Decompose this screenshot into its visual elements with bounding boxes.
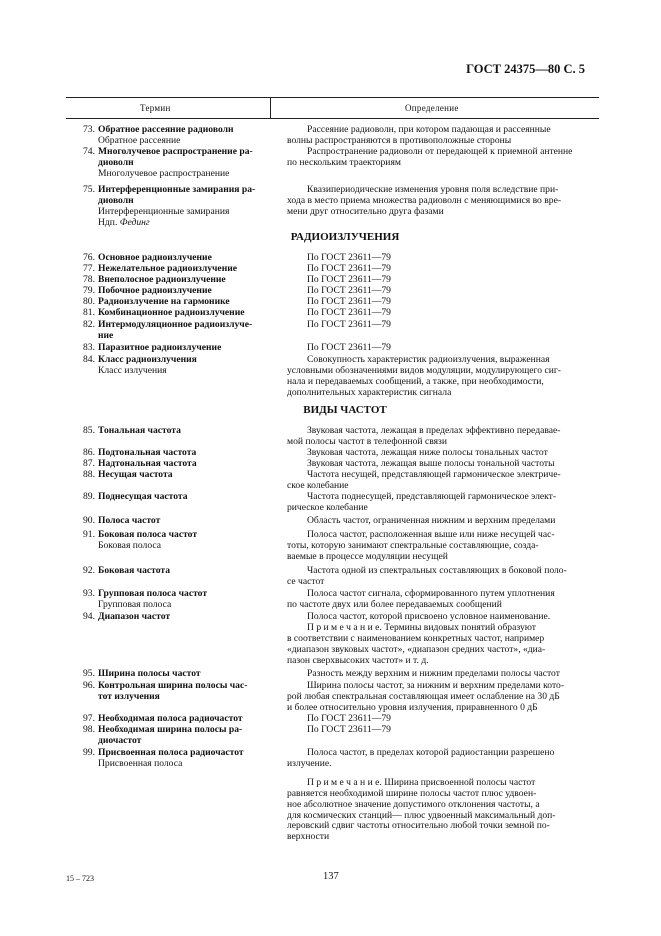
note-label: П р и м е ч а н и е.: [307, 621, 382, 633]
term-number: 97.: [83, 713, 95, 724]
definition-cell: [287, 748, 661, 843]
note-text: в соответствии с наименованием конкретных частот, например: [287, 632, 545, 644]
note-text: равняется необходимой ширине полосы частот плюс удвоен-: [287, 787, 537, 799]
column-header-definition: Определение: [405, 103, 459, 113]
definition-cell: [287, 492, 661, 514]
note-text: «диапазон звуковых частот», «диапазон средних частот», «диа-: [287, 643, 546, 655]
definition-line: Совокупность характеристик радиоизлучения, выраженная: [307, 354, 550, 365]
definition-line: Распространение радиоволн от передающей к приемной антенне: [307, 146, 573, 157]
term-cell: [66, 125, 266, 147]
term-number: 92.: [83, 565, 95, 576]
table-top-rule: [66, 97, 599, 98]
term-cell: [66, 308, 266, 319]
definition-line: Звуковая частота, лежащая в пределах эффективно передавае-: [307, 425, 561, 436]
term-cell: [66, 748, 266, 770]
definition-line: По ГОСТ 23611—79: [307, 263, 391, 274]
definition-line: Полоса частот сигнала, сформированного путем уплотнения: [307, 588, 555, 599]
definition-cell: [287, 147, 661, 169]
term-name: Внеполосное радиоизлучение: [98, 274, 226, 285]
term-number: 78.: [83, 274, 95, 285]
footer-code: 15 – 723: [66, 874, 94, 883]
term-number: 90.: [83, 515, 95, 526]
definition-line: рой любая спектральная составляющая имеет ослабление на 30 дБ: [287, 690, 560, 702]
term-number: 93.: [83, 588, 95, 599]
section-heading-frequencies: ВИДЫ ЧАСТОТ: [303, 404, 387, 416]
definition-line: Полоса частот, в пределах которой радиостанции разрешено: [307, 747, 555, 758]
term-number: 96.: [83, 680, 95, 691]
term-cell: [66, 492, 266, 503]
term-synonym: Многолучевое распространение: [98, 167, 230, 179]
definition-line: условными обозначениями видов модуляции, модулирующего сиг-: [287, 364, 561, 376]
note-text: Термины видовых понятий образуют: [381, 621, 536, 633]
definition-line: по частоте двух или более передаваемых сообщений: [287, 598, 502, 610]
definition-line: Квазипериодические изменения уровня поля вследствие при-: [307, 184, 559, 195]
term-number: 99.: [83, 747, 95, 758]
definition-line: ваемые в процессе модуляции несущей: [287, 550, 448, 562]
definition-cell: [287, 185, 661, 218]
term-cell: [66, 185, 266, 229]
term-number: 79.: [83, 285, 95, 296]
term-number: 89.: [83, 491, 95, 502]
term-name: диоволн: [98, 194, 134, 206]
term-synonym: Обратное рассеяние: [98, 134, 181, 146]
definition-cell: [287, 725, 661, 736]
term-name: Паразитное радиоизлучение: [98, 342, 222, 353]
term-cell: [66, 343, 266, 354]
table-header-rule: [66, 118, 599, 119]
term-name: Поднесущая частота: [98, 491, 188, 502]
term-number: 86.: [83, 447, 95, 458]
term-number: 80.: [83, 296, 95, 307]
note-text: верхности: [287, 831, 330, 843]
term-synonym: Присвоенная полоса: [98, 757, 183, 769]
definition-line: Полоса частот, которой присвоено условное наименование.: [307, 611, 551, 622]
term-number: 73.: [83, 124, 95, 135]
definition-cell: [287, 566, 661, 588]
definition-line: мой полосы частот в телефонной связи: [287, 435, 447, 447]
term-number: 81.: [83, 307, 95, 318]
definition-line: се частот: [287, 575, 325, 587]
term-name: Контрольная ширина полосы час-: [98, 680, 248, 691]
definition-line: По ГОСТ 23611—79: [307, 713, 391, 724]
term-number: 83.: [83, 342, 95, 353]
definition-cell: [287, 355, 661, 399]
term-name: Радиоизлучение на гармонике: [98, 296, 230, 307]
definition-line: Разность между верхним и нижним пределами полосы частот: [307, 668, 560, 679]
term-cell: [66, 530, 266, 552]
definition-line: Звуковая частота, лежащая выше полосы тональной частоты: [307, 458, 555, 469]
term-name: Боковая частота: [98, 565, 171, 576]
term-name: Комбинационное радиоизлучение: [98, 307, 245, 318]
definition-line: излучение.: [287, 757, 332, 769]
term-name: Нежелательное радиоизлучение: [98, 263, 238, 274]
term-number: 88.: [83, 469, 95, 480]
term-cell: [66, 681, 266, 703]
term-name: Тональная частота: [98, 425, 181, 436]
term-number: 76.: [83, 252, 95, 263]
definition-line: По ГОСТ 23611—79: [307, 319, 391, 330]
term-number: 85.: [83, 425, 95, 436]
term-name: Необходимая ширина полосы ра-: [98, 724, 243, 735]
definition-line: По ГОСТ 23611—79: [307, 307, 391, 318]
definition-line: По ГОСТ 23611—79: [307, 252, 391, 263]
term-number: 75.: [83, 184, 95, 195]
term-name: Класс радиоизлучения: [98, 354, 197, 365]
term-cell: [66, 355, 266, 377]
definition-line: хода в место приема множества радиоволн с меняющимися во вре-: [287, 194, 562, 206]
definition-line: Частота несущей, представляющей гармоническое электриче-: [307, 469, 561, 480]
definition-line: Звуковая частота, лежащая ниже полосы тональных частот: [307, 447, 548, 458]
term-name: Боковая полоса частот: [98, 529, 198, 540]
term-name: Многолучевое распространение ра-: [98, 146, 253, 157]
definition-line: волны распространяются в противоположные стороны: [287, 134, 512, 146]
term-cell: [66, 147, 266, 180]
term-cell: [66, 470, 266, 481]
note-text: ное абсолютное значение допустимого отклонения частоты, а: [287, 798, 540, 810]
column-divider: [270, 98, 271, 118]
term-name: Необходимая полоса радиочастот: [98, 713, 243, 724]
definition-cell: [287, 669, 661, 680]
definition-line: рическое колебание: [287, 501, 368, 513]
definition-line: и более относительно уровня излучения, приравненного 0 дБ: [287, 701, 538, 713]
definition-cell: [287, 612, 661, 667]
term-number: 77.: [83, 263, 95, 274]
page-header: ГОСТ 24375—80 С. 5: [466, 62, 585, 76]
term-name: Подтональная частота: [98, 447, 197, 458]
definition-cell: [287, 470, 661, 492]
definition-cell: [287, 125, 661, 147]
column-header-term: Термин: [140, 103, 171, 113]
term-number: 74.: [83, 146, 95, 157]
term-name: Основное радиоизлучение: [98, 252, 212, 263]
term-name: Групповая полоса частот: [98, 588, 208, 599]
note-text: леровский сдвиг частоты относительно любой точки земной по-: [287, 820, 550, 832]
definition-line: Частота поднесущей, представляющей гармоническое элект-: [307, 491, 557, 502]
definition-line: тоты, которую занимают спектральные составляющие, созда-: [287, 539, 539, 551]
definition-line: По ГОСТ 23611—79: [307, 274, 391, 285]
definition-line: мени друг относительно друга фазами: [287, 205, 444, 217]
definition-line: Полоса частот, расположенная выше или ниже несущей час-: [307, 529, 555, 540]
definition-cell: [287, 516, 661, 527]
definition-line: Ширина полосы частот, за нижним и верхним пределами кото-: [307, 680, 565, 691]
term-number: 95.: [83, 668, 95, 679]
definition-line: по нескольким траекториям: [287, 156, 401, 168]
deprecated-term: Фединг: [119, 216, 150, 228]
definition-line: ское колебание: [287, 479, 349, 491]
term-synonym: Ндп.: [98, 216, 118, 228]
page-number: 137: [323, 871, 339, 882]
term-name: диоволн: [98, 156, 134, 168]
definition-cell: [287, 530, 661, 563]
term-cell: [66, 320, 266, 342]
term-number: 87.: [83, 458, 95, 469]
definition-cell: [287, 426, 661, 448]
term-name: Ширина полосы частот: [98, 668, 201, 679]
term-number: 84.: [83, 354, 95, 365]
definition-line: Частота одной из спектральных составляющих в боковой поло-: [307, 565, 567, 576]
note: [287, 778, 661, 843]
note-text: Ширина присвоенной полосы частот: [381, 776, 536, 788]
term-name: Интерференционные замирания ра-: [98, 184, 256, 195]
term-number: 94.: [83, 611, 95, 622]
note-text: пазон сверхвысоких частот» и т. д.: [287, 654, 429, 666]
term-synonym: Групповая полоса: [98, 598, 172, 610]
definition-line: Область частот, ограниченная нижним и верхним пределами: [307, 515, 556, 526]
term-number: 82.: [83, 319, 95, 330]
definition-line: Рассеяние радиоволн, при котором падающая и рассеянные: [307, 124, 551, 135]
term-name: Полоса частот: [98, 515, 161, 526]
term-synonym: Боковая полоса: [98, 539, 162, 551]
term-cell: [66, 589, 266, 611]
definition-line: По ГОСТ 23611—79: [307, 724, 391, 735]
term-synonym: Интерференционные замирания: [98, 205, 230, 217]
term-cell: [66, 669, 266, 680]
term-name: Побочное радиоизлучение: [98, 285, 212, 296]
definition-cell: [287, 320, 661, 331]
term-number: 98.: [83, 724, 95, 735]
term-cell: [66, 516, 266, 527]
note-text: для космических станций— плюс удвоенный максимальный доп-: [287, 809, 556, 821]
definition-line: нала и передаваемых сообщений, а также, при необходимости,: [287, 375, 544, 387]
term-name: Интермодуляционное радиоизлуче-: [98, 319, 253, 330]
term-name: Несущая частота: [98, 469, 173, 480]
term-synonym: Класс излучения: [98, 364, 167, 376]
term-cell: [66, 725, 266, 747]
note-label: П р и м е ч а н и е.: [307, 776, 382, 788]
term-name: Обратное рассеяние радиоволн: [98, 124, 234, 135]
definition-line: дополнительных характеристик сигнала: [287, 386, 452, 398]
section-heading-radio: РАДИОИЗЛУЧЕНИЯ: [290, 231, 400, 243]
term-number: 91.: [83, 529, 95, 540]
term-name: Присвоенная полоса радиочастот: [98, 747, 244, 758]
term-cell: [66, 426, 266, 437]
term-name: Надтональная частота: [98, 458, 197, 469]
term-cell: [66, 566, 266, 577]
definition-cell: [287, 589, 661, 611]
definition-line: По ГОСТ 23611—79: [307, 285, 391, 296]
definition-cell: [287, 681, 661, 714]
note: [287, 623, 661, 667]
term-name: диочастот: [98, 734, 142, 746]
term-name: тот излучения: [98, 690, 160, 702]
definition-line: По ГОСТ 23611—79: [307, 296, 391, 307]
definition-cell: [287, 308, 661, 319]
term-cell: [66, 612, 266, 623]
term-name: Диапазон частот: [98, 611, 171, 622]
definition-line: По ГОСТ 23611—79: [307, 342, 391, 353]
term-name: ние: [98, 329, 114, 341]
definition-cell: [287, 343, 661, 354]
